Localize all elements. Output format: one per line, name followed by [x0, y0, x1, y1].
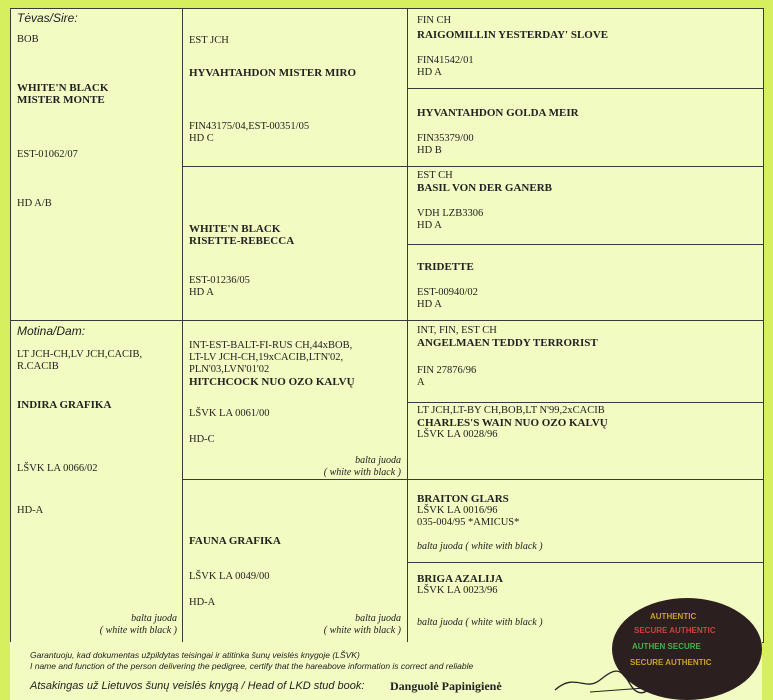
- sire-dam-name-line1: WHITE'N BLACK: [189, 223, 281, 235]
- sire-dam-sire-name: BASIL VON DER GANERB: [417, 182, 552, 194]
- dam-dam-color-lt: balta juoda: [355, 613, 401, 624]
- sire-sire-dam-name: HYVANTAHDON GOLDA MEIR: [417, 107, 579, 119]
- dam-section-label: Motina/Dam:: [17, 324, 86, 338]
- dam-color-en: ( white with black ): [99, 625, 177, 636]
- seal-text: AUTHENTIC: [650, 612, 697, 621]
- sire-name-line2: MISTER MONTE: [17, 94, 105, 106]
- certification-text-lt: Garantuoju, kad dokumentas užpildytas teisingai ir atitinka šunų veislės knygoje (LŠVK): [30, 650, 360, 660]
- dam-dam-color-en: ( white with black ): [323, 625, 401, 636]
- dam-dam-reg: LŠVK LA 0049/00: [189, 571, 270, 582]
- divider: [407, 88, 763, 89]
- dam-dam-sire-cell: [417, 493, 757, 553]
- sire-sire-sire-hd: HD A: [417, 67, 442, 78]
- sire-sire-name: HYVAHTAHDON MISTER MIRO: [189, 67, 357, 79]
- certification-text-en: I name and function of the person delivering the pedigree, certify that the hareabove information is correct and reliable: [30, 661, 474, 671]
- sire-dam-sire-reg: VDH LZB3306: [417, 208, 484, 219]
- dam-sire-hd: HD-C: [189, 434, 215, 445]
- sire-dam-dam-hd: HD A: [417, 299, 442, 310]
- sire-cell: [17, 12, 177, 210]
- sire-dam-hd: HD A: [189, 287, 214, 298]
- dam-sire-sire-reg: FIN 27876/96: [417, 365, 477, 376]
- pedigree-table: [10, 8, 764, 643]
- sire-dam-sire-hd: HD A: [417, 220, 442, 231]
- dam-name: INDIRA GRAFIKA: [17, 399, 112, 411]
- dam-reg: LŠVK LA 0066/02: [17, 463, 98, 474]
- dam-dam-sire-reg: LŠVK LA 0016/96: [417, 505, 498, 516]
- sire-sire-sire-cell: [417, 15, 757, 79]
- dam-sire-dam-reg: LŠVK LA 0028/96: [417, 429, 498, 440]
- sire-dam-dam-name: TRIDETTE: [417, 261, 474, 273]
- sire-sire-sire-reg: FIN41542/01: [417, 55, 474, 66]
- divider: [182, 9, 183, 642]
- dam-sire-dam-name: CHARLES'S WAIN NUO OZO KALVŲ: [417, 417, 608, 429]
- sire-sire-dam-reg: FIN35379/00: [417, 133, 474, 144]
- seal-text: SECURE AUTHENTIC: [634, 626, 716, 635]
- sire-sire-dam-hd: HD B: [417, 145, 442, 156]
- sire-dam-dam-reg: EST-00940/02: [417, 287, 478, 298]
- dam-hd: HD-A: [17, 505, 44, 516]
- stud-book-head-name: Danguolė Papinigienė: [390, 679, 502, 693]
- sire-dam-dam-cell: [417, 261, 757, 311]
- divider: [407, 402, 763, 403]
- dam-sire-sire-title: INT, FIN, EST CH: [417, 325, 497, 336]
- dam-dam-sire-name: BRAITON GLARS: [417, 493, 509, 505]
- dam-color: [100, 613, 177, 637]
- sire-name-line1: WHITE'N BLACK: [17, 82, 109, 94]
- sire-dam-name-line2: RISETTE-REBECCA: [189, 235, 295, 247]
- dam-sire-color-en: ( white with black ): [323, 467, 401, 478]
- dam-sire-sire-cell: [417, 325, 757, 389]
- dam-sire-titles-line2: LT-LV JCH-CH,19xCACIB,LTN'02,: [189, 352, 344, 363]
- dam-sire-dam-cell: [417, 405, 757, 441]
- dam-dam-sire-color: balta juoda ( white with black ): [417, 541, 543, 552]
- divider: [182, 166, 763, 167]
- seal-text: AUTHEN SECURE: [632, 642, 701, 651]
- dam-dam-hd: HD-A: [189, 597, 216, 608]
- dam-sire-color: [324, 455, 401, 479]
- dam-sire-sire-hd: A: [417, 377, 425, 388]
- dam-titles-line1: LT JCH-CH,LV JCH,CACIB,: [17, 349, 143, 360]
- dam-sire-color-lt: balta juoda: [355, 455, 401, 466]
- dam-dam-name: FAUNA GRAFIKA: [189, 535, 281, 547]
- sire-dam-sire-title: EST CH: [417, 170, 453, 181]
- dam-dam-dam-color: balta juoda ( white with black ): [417, 617, 543, 628]
- sire-sire-cell: [189, 35, 401, 145]
- divider: [407, 244, 763, 245]
- sire-sire-reg: FIN43175/04,EST-00351/05: [189, 121, 310, 132]
- dam-sire-titles-line3: PLN'03,LVN'01'02: [189, 364, 270, 375]
- dam-sire-cell: [189, 340, 401, 480]
- sire-hd: HD A/B: [17, 198, 52, 209]
- dam-sire-titles-line1: INT-EST-BALT-FI-RUS CH,44xBOB,: [189, 340, 353, 351]
- sire-dam-cell: [189, 223, 401, 299]
- sire-title: BOB: [17, 34, 39, 45]
- sire-sire-title: EST JCH: [189, 35, 229, 46]
- dam-sire-name: HITCHCOCK NUO OZO KALVŲ: [189, 376, 355, 388]
- sire-sire-dam-cell: [417, 107, 757, 157]
- sire-reg: EST-01062/07: [17, 149, 78, 160]
- stud-book-head-label: Atsakingas už Lietuvos šunų veislės knygą / Head of LKD stud book:: [30, 680, 365, 692]
- dam-dam-dam-reg: LŠVK LA 0023/96: [417, 585, 498, 596]
- dam-color-lt: balta juoda: [131, 613, 177, 624]
- dam-dam-sire-reg2: 035-004/95 *AMICUS*: [417, 517, 520, 528]
- dam-dam-color: [324, 613, 401, 637]
- divider: [11, 320, 763, 321]
- dam-sire-dam-title: LT JCH,LT-BY CH,BOB,LT N'99,2xCACIB: [417, 405, 605, 416]
- dam-dam-cell: [189, 535, 401, 639]
- hologram-seal: [612, 598, 762, 700]
- dam-titles-line2: R.CACIB: [17, 361, 59, 372]
- dam-sire-sire-name: ANGELMAEN TEDDY TERRORIST: [417, 337, 598, 349]
- sire-sire-sire-name: RAIGOMILLIN YESTERDAY' SLOVE: [417, 29, 609, 41]
- sire-section-label: Tėvas/Sire:: [17, 11, 78, 25]
- sire-sire-hd: HD C: [189, 133, 214, 144]
- sire-dam-sire-cell: [417, 170, 757, 232]
- dam-cell: [17, 325, 177, 639]
- sire-dam-reg: EST-01236/05: [189, 275, 250, 286]
- sire-sire-sire-title: FIN CH: [417, 15, 452, 26]
- dam-dam-dam-name: BRIGA AZALIJA: [417, 573, 503, 585]
- seal-text: SECURE AUTHENTIC: [630, 658, 712, 667]
- dam-sire-reg: LŠVK LA 0061/00: [189, 408, 270, 419]
- divider: [407, 562, 763, 563]
- divider: [407, 9, 408, 642]
